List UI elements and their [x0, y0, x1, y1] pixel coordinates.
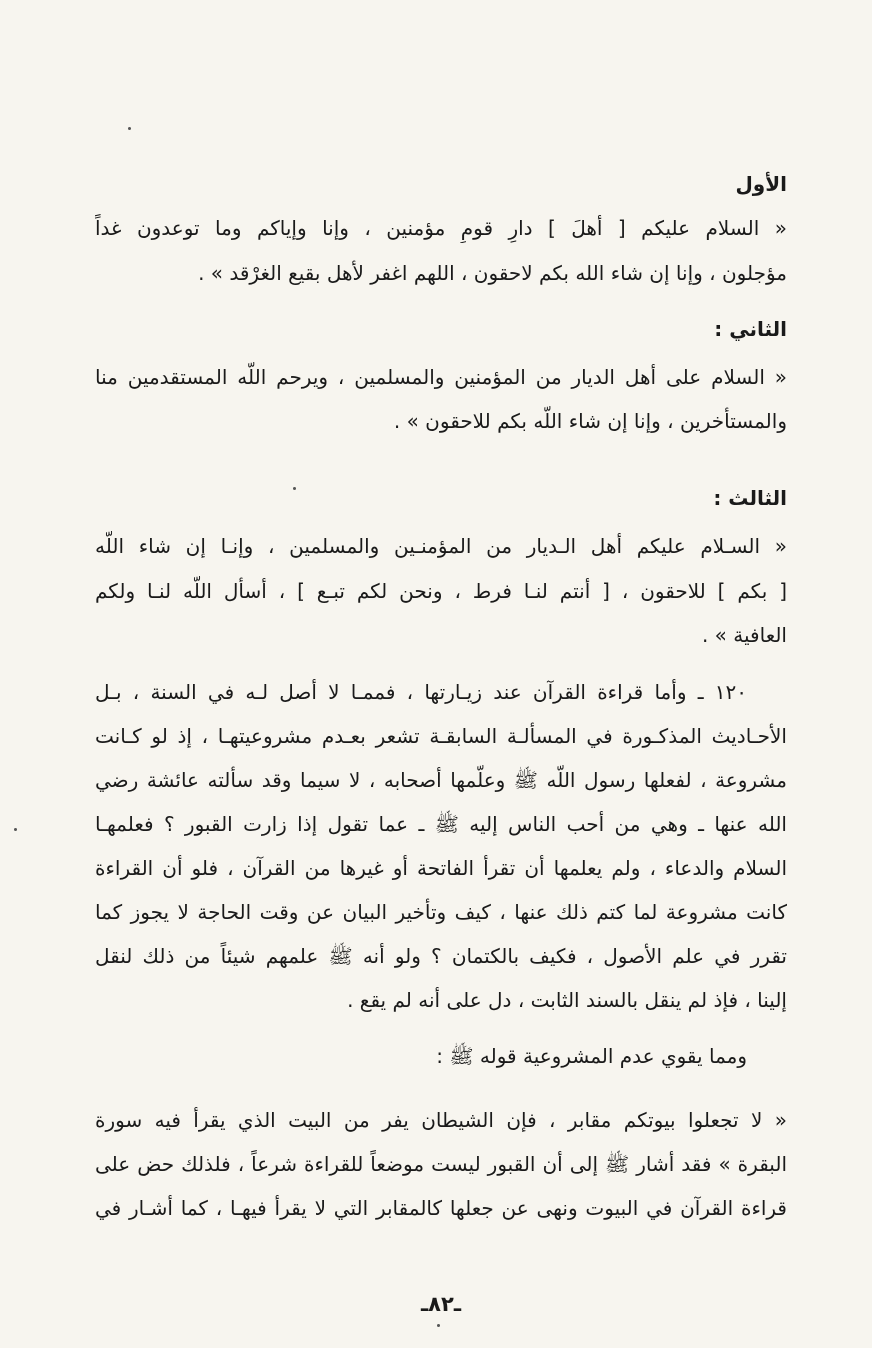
text-line: السلام والدعاء ، ولم يعلمها أن تقرأ الفاتحة أو غيرها من القرآن ، فلو أن القراءة [95, 856, 787, 880]
support-intro-line [95, 1041, 787, 1071]
book-page [95, 0, 787, 1348]
text-line: ١٢٠ ـ وأما قراءة القرآن عند زيـارتها ، فممـا لا أصل لـه في السنة ، بـل [95, 680, 747, 704]
text-line: « السلام عليكم [ أهلَ ] دارِ قومٍ مؤمنين ، وإنا وإياكم وما توعدون غداً [95, 216, 787, 240]
scan-speck [14, 828, 17, 831]
text-line: « السلام على أهل الديار من المؤمنين والمسلمين ، ويرحم اللّه المستقدمين منا [95, 365, 787, 389]
scan-speck [437, 1324, 440, 1327]
text-line: ومما يقوي عدم المشروعية قوله ﷺ : [436, 1044, 747, 1068]
text-line: البقرة » فقد أشار ﷺ إلى أن القبور ليست موضعاً للقراءة شرعاً ، فلذلك حض على [95, 1152, 787, 1176]
text-line: « لا تجعلوا بيوتكم مقابر ، فإن الشيطان يفر من البيت الذي يقرأ فيه سورة [95, 1108, 787, 1132]
paragraph-120-first-line [95, 677, 787, 707]
text-line: العافية » . [701, 623, 787, 647]
text-line: [ بكم ] للاحقون ، [ أنتم لنـا فرط ، ونحن لكم تبـع ] ، أسأل اللّه لنـا ولكم [95, 579, 787, 603]
page-number: ـ٨٢ـ [420, 1292, 461, 1316]
text-line: كانت مشروعة لما كتم ذلك عنها ، كيف وتأخير البيان عن وقت الحاجة لا يجوز كما [95, 900, 787, 924]
text-line: قراءة القرآن في البيوت ونهى عن جعلها كالمقابر التي لا يقرأ فيهـا ، كما أشـار في [95, 1196, 787, 1220]
text-line: إلينا ، فإذ لم ينقل بالسند الثابت ، دل على أنه لم يقع . [347, 988, 787, 1012]
text-line: والمستأخرين ، وإنا إن شاء اللّه بكم للاحقون » . [393, 409, 787, 433]
text-line: مؤجلون ، وإنا إن شاء الله بكم لاحقون ، اللهم اغفر لأهل بقيع الغرْقد » . [198, 261, 787, 285]
section-heading-third: الثالث : [713, 486, 787, 510]
text-line: الأحـاديث المذكـورة في المسألـة السابقـة تشعر بعـدم مشروعيتهـا ، إذ لو كـانت [95, 724, 787, 748]
text-line: « السـلام عليكم أهل الـديار من المؤمنـين والمسلمين ، وإنـا إن شاء اللّه [95, 534, 787, 558]
text-line: مشروعة ، لفعلها رسول اللّه ﷺ وعلّمها أصحابه ، لا سيما وقد سألته عائشة رضي [95, 768, 787, 792]
section-heading-second: الثاني : [714, 317, 787, 341]
scan-speck [128, 127, 131, 130]
text-line: تقرر في علم الأصول ، فكيف بالكتمان ؟ ولو أنه ﷺ علمهم شيئاً من ذلك لنقل [95, 944, 787, 968]
section-heading-first: الأول [735, 172, 787, 196]
scan-speck [293, 487, 296, 490]
text-line: الله عنها ـ وهي من أحب الناس إليه ﷺ ـ عما تقول إذا زارت القبور ؟ فعلمهـا [95, 812, 787, 836]
